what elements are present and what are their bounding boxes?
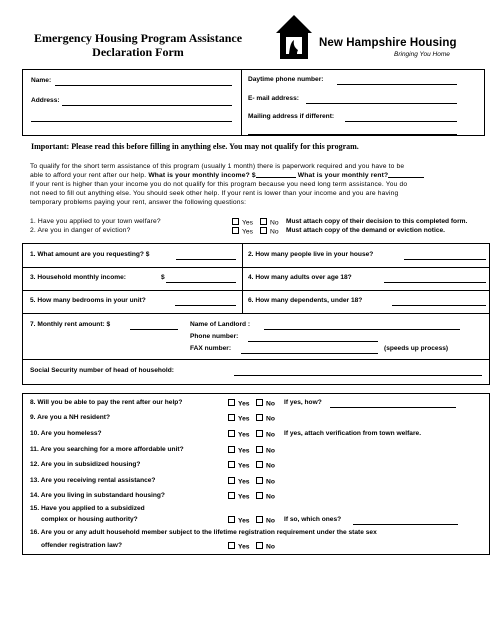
q13-yes[interactable] [228, 477, 250, 486]
landlord-fax-label: FAX number: [190, 345, 232, 352]
checkbox-icon [256, 492, 263, 499]
checkbox-icon [232, 227, 239, 234]
logo-name: New Hampshire Housing [319, 37, 457, 49]
q9-no[interactable] [256, 414, 275, 423]
q12-yes[interactable] [228, 461, 250, 470]
no-label: No [266, 478, 275, 486]
no-label: No [266, 493, 275, 501]
form-title [18, 31, 258, 59]
bedrooms-label: 5. How many bedrooms in your unit? [30, 297, 146, 304]
checkbox-icon [232, 218, 239, 225]
checkbox-icon [228, 430, 235, 437]
q13-no[interactable] [256, 477, 275, 486]
daytime-phone-field[interactable] [337, 84, 457, 85]
intro-afford-text: able to afford your rent after our help. [30, 172, 147, 179]
q14-no[interactable] [256, 492, 275, 501]
no-label: No [266, 415, 275, 423]
yes-label: Yes [238, 543, 250, 551]
prelim-1-no[interactable] [260, 218, 279, 227]
q15-which-field[interactable] [353, 524, 458, 525]
question-8: 8. Will you be able to pay the rent after our help? [30, 399, 183, 406]
monthly-rent-field[interactable] [388, 177, 424, 178]
yes-label: Yes [242, 228, 253, 236]
checkbox-icon [256, 430, 263, 437]
q10-no[interactable] [256, 430, 275, 439]
yes-label: Yes [238, 478, 250, 486]
no-label: No [266, 447, 275, 455]
address-field-2[interactable] [31, 121, 232, 122]
email-field[interactable] [306, 103, 457, 104]
grid-divider-3 [22, 313, 490, 314]
checkbox-icon [228, 542, 235, 549]
q14-yes[interactable] [228, 492, 250, 501]
q15-yes[interactable] [228, 516, 250, 525]
grid-divider-4 [22, 359, 490, 360]
prelim-question-1: 1. Have you applied to your town welfare? [30, 218, 161, 225]
q9-yes[interactable] [228, 414, 250, 423]
checkbox-icon [256, 461, 263, 468]
yes-label: Yes [242, 219, 253, 227]
no-label: No [266, 400, 275, 408]
checkbox-icon [260, 218, 267, 225]
monthly-income-question: What is your monthly income? [148, 172, 250, 179]
household-income-dollar: $ [161, 274, 165, 281]
checkbox-icon [256, 477, 263, 484]
monthly-rent-label: 7. Monthly rent amount: $ [30, 321, 111, 328]
request-amount-field[interactable] [176, 259, 236, 260]
checkbox-icon [228, 461, 235, 468]
daytime-phone-label: Daytime phone number: [248, 76, 324, 83]
question-15-line-2: complex or housing authority? [41, 516, 138, 523]
monthly-income-field[interactable] [256, 177, 296, 178]
q16-yes[interactable] [228, 542, 250, 551]
adults-over-18-field[interactable] [384, 282, 486, 283]
q15-no[interactable] [256, 516, 275, 525]
yes-label: Yes [238, 431, 250, 439]
intro-line-2 [30, 172, 424, 179]
q10-extra: If yes, attach verification from town welfare. [284, 430, 422, 437]
mailing-address-label: Mailing address if different: [248, 113, 335, 120]
checkbox-icon [228, 446, 235, 453]
prelim-2-yes[interactable] [232, 227, 253, 236]
landlord-phone-label: Phone number: [190, 333, 239, 340]
prelim-2-note: Must attach copy of the demand or eviction notice. [286, 227, 446, 234]
question-11: 11. Are you searching for a more affordable unit? [30, 446, 184, 453]
no-label: No [266, 462, 275, 470]
intro-line-5: temporary problems paying your rent, answer the following questions: [30, 199, 247, 206]
prelim-question-2: 2. Are you in danger of eviction? [30, 227, 131, 234]
yes-label: Yes [238, 447, 250, 455]
q11-no[interactable] [256, 446, 275, 455]
address-label: Address: [31, 97, 60, 104]
title-line-1: Emergency Housing Program Assistance [33, 31, 243, 45]
intro-line-4: not need to fill out anything else. You should seek other help. If your rent is lower than your income and you are having [30, 190, 399, 197]
question-12: 12. Are you in subsidized housing? [30, 461, 141, 468]
q8-yes[interactable] [228, 399, 250, 408]
household-income-field[interactable] [166, 282, 236, 283]
yes-label: Yes [238, 493, 250, 501]
q11-yes[interactable] [228, 446, 250, 455]
no-label: No [270, 228, 279, 236]
no-label: No [266, 543, 275, 551]
monthly-rent-amount-field[interactable] [130, 329, 178, 330]
adults-over-18-label: 4. How many adults over age 18? [248, 274, 352, 281]
question-16-line-2: offender registration law? [41, 542, 122, 549]
question-13: 13. Are you receiving rental assistance? [30, 477, 156, 484]
question-15-line-1: 15. Have you applied to a subsidized [30, 505, 145, 512]
checkbox-icon [256, 414, 263, 421]
intro-line-1: To qualify for the short term assistance of this program (usually 1 month) there is paperwork required and you have to be [30, 163, 405, 170]
landlord-name-field[interactable] [264, 329, 460, 330]
q8-extra: If yes, how? [284, 399, 322, 406]
yes-label: Yes [238, 400, 250, 408]
household-info-box [22, 243, 490, 385]
dependents-field[interactable] [392, 305, 486, 306]
mailing-address-field[interactable] [345, 121, 457, 122]
monthly-income-dollar: $ [251, 172, 256, 179]
title-line-2: Declaration Form [92, 45, 184, 59]
prelim-1-note: Must attach copy of their decision to this completed form. [286, 218, 468, 225]
logo-tagline: Bringing You Home [394, 51, 450, 58]
prelim-1-yes[interactable] [232, 218, 253, 227]
question-10: 10. Are you homeless? [30, 430, 102, 437]
dependents-label: 6. How many dependents, under 18? [248, 297, 363, 304]
prelim-2-no[interactable] [260, 227, 279, 236]
yes-label: Yes [238, 517, 250, 525]
ssn-label: Social Security number of head of household: [30, 367, 174, 374]
landlord-fax-field[interactable] [241, 353, 378, 354]
fax-note: (speeds up process) [384, 345, 449, 352]
checkbox-icon [260, 227, 267, 234]
q16-no[interactable] [256, 542, 275, 551]
checkbox-icon [256, 399, 263, 406]
landlord-name-label: Name of Landlord : [190, 321, 251, 328]
checkbox-icon [228, 414, 235, 421]
no-label: No [266, 517, 275, 525]
people-in-house-field[interactable] [404, 259, 486, 260]
no-label: No [270, 219, 279, 227]
no-label: No [266, 431, 275, 439]
checkbox-icon [256, 516, 263, 523]
q8-how-field[interactable] [330, 407, 456, 408]
grid-divider-1 [22, 267, 490, 268]
checkbox-icon [256, 542, 263, 549]
request-amount-label: 1. What amount are you requesting? $ [30, 251, 150, 258]
checkbox-icon [228, 516, 235, 523]
checkbox-icon [228, 477, 235, 484]
people-in-house-label: 2. How many people live in your house? [248, 251, 374, 258]
q12-no[interactable] [256, 461, 275, 470]
name-field[interactable] [55, 85, 232, 86]
bedrooms-field[interactable] [175, 305, 236, 306]
checkbox-icon [228, 399, 235, 406]
intro-line-3: If your rent is higher than your income you do not qualify for this program because you need long term assistance. You do [30, 181, 408, 188]
q8-no[interactable] [256, 399, 275, 408]
checkbox-icon [256, 446, 263, 453]
ssn-field[interactable] [234, 375, 482, 376]
monthly-rent-question: What is your monthly rent? [297, 172, 389, 179]
important-notice: Important: Please read this before filling in anything else. You may not qualify for this program. [31, 142, 359, 151]
checkbox-icon [228, 492, 235, 499]
q10-yes[interactable] [228, 430, 250, 439]
contact-divider [241, 69, 242, 136]
question-9: 9. Are you a NH resident? [30, 414, 111, 421]
grid-column-divider [242, 243, 243, 313]
question-16-line-1: 16. Are you or any adult household member subject to the lifetime registration requirement under the state sex [30, 529, 377, 536]
yes-label: Yes [238, 462, 250, 470]
grid-divider-2 [22, 290, 490, 291]
question-14: 14. Are you living in substandard housing? [30, 492, 165, 499]
mailing-address-field-2[interactable] [248, 134, 457, 135]
q15-extra: If so, which ones? [284, 516, 342, 523]
email-label: E- mail address: [248, 95, 299, 102]
address-field[interactable] [62, 105, 232, 106]
landlord-phone-field[interactable] [248, 341, 378, 342]
household-income-label: 3. Household monthly income: [30, 274, 126, 281]
name-label: Name: [31, 77, 52, 84]
yes-label: Yes [238, 415, 250, 423]
house-logo-icon [275, 14, 313, 60]
